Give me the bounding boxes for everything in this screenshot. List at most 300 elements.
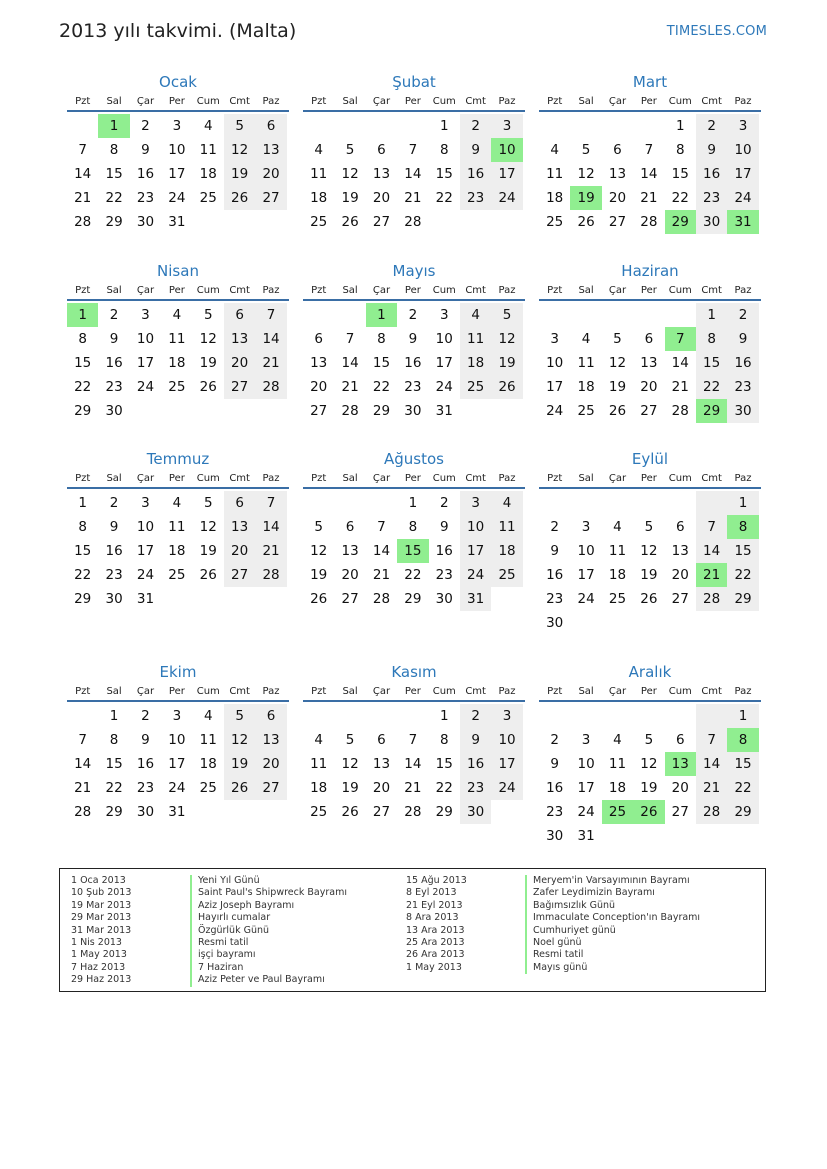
day-cell: 26 <box>491 375 522 399</box>
day-cell: 7 <box>644 142 654 158</box>
day-grid <box>539 114 761 234</box>
empty-cell <box>602 491 633 515</box>
day-cell: 18 <box>491 539 522 563</box>
empty-cell <box>602 704 633 728</box>
day-cell: 26 <box>224 776 255 800</box>
empty-cell <box>539 491 570 515</box>
day-cell: 30 <box>546 828 564 844</box>
day-cell: 6 <box>377 142 386 158</box>
day-cell: 20 <box>671 780 689 796</box>
legend-holiday-name: Resmi tatil <box>198 937 249 949</box>
day-cell: 23 <box>105 567 123 583</box>
weekday-label: Çar <box>608 686 627 697</box>
day-cell: 12 <box>341 756 359 772</box>
day-cell: 13 <box>608 166 627 182</box>
day-cell: 25 <box>310 804 328 820</box>
day-cell: 26 <box>633 800 664 824</box>
day-cell: 22 <box>105 190 123 206</box>
day-cell: 8 <box>727 515 758 539</box>
day-cell: 3 <box>141 495 150 511</box>
weekday-header <box>303 471 525 489</box>
legend-holiday-name: işçi bayramı <box>198 949 256 961</box>
weekday-label: Cum <box>668 686 692 697</box>
weekday-label: Cmt <box>701 285 722 296</box>
weekday-label: Per <box>404 686 421 697</box>
day-cell: 1 <box>78 495 87 511</box>
month-block <box>67 447 289 611</box>
day-cell: 13 <box>224 327 255 351</box>
day-cell: 17 <box>577 780 595 796</box>
day-cell: 14 <box>255 515 286 539</box>
weekday-label: Pzt <box>547 285 563 296</box>
day-cell: 18 <box>608 780 627 796</box>
day-cell: 24 <box>577 591 595 607</box>
empty-cell <box>633 303 664 327</box>
day-cell: 18 <box>168 355 186 371</box>
day-cell: 20 <box>224 351 255 375</box>
empty-cell <box>539 114 570 138</box>
day-cell: 7 <box>408 732 418 748</box>
weekday-label: Paz <box>734 96 752 107</box>
day-cell: 7 <box>696 515 727 539</box>
day-cell: 19 <box>640 780 658 796</box>
day-cell: 3 <box>439 307 449 323</box>
legend-holiday-name: Yeni Yıl Günü <box>198 875 260 886</box>
day-cell: 20 <box>372 190 391 206</box>
weekday-label: Pzt <box>311 96 327 107</box>
legend-holiday-name: Zafer Leydimizin Bayramı <box>533 887 655 899</box>
empty-cell <box>67 704 98 728</box>
empty-cell <box>696 491 727 515</box>
empty-cell <box>633 114 664 138</box>
day-grid <box>303 303 525 423</box>
empty-cell <box>633 704 664 728</box>
day-cell: 4 <box>314 732 323 748</box>
day-cell: 23 <box>105 379 123 395</box>
day-cell: 20 <box>608 190 627 206</box>
day-cell: 3 <box>172 118 182 134</box>
day-cell: 1 <box>696 303 727 327</box>
day-cell: 18 <box>546 190 564 206</box>
day-cell: 14 <box>74 166 92 182</box>
day-cell: 22 <box>74 379 92 395</box>
month-block <box>67 660 289 824</box>
weekday-label: Cmt <box>701 96 722 107</box>
weekday-label: Sal <box>106 473 122 484</box>
day-cell: 27 <box>372 804 391 820</box>
legend-date: 1 Nis 2013 <box>71 937 122 949</box>
day-cell: 6 <box>224 303 255 327</box>
weekday-label: Cum <box>432 686 456 697</box>
legend-date: 7 Haz 2013 <box>71 961 126 973</box>
day-cell: 2 <box>109 307 119 323</box>
day-cell: 5 <box>644 732 654 748</box>
legend-names-left <box>190 875 347 987</box>
empty-cell <box>665 704 696 728</box>
day-cell: 31 <box>435 403 453 419</box>
day-cell: 13 <box>372 166 391 182</box>
day-cell: 7 <box>665 327 696 351</box>
day-cell: 6 <box>224 491 255 515</box>
legend-date: 26 Ara 2013 <box>406 949 465 961</box>
day-cell: 25 <box>460 375 491 399</box>
legend-holiday-name: 7 Haziran <box>198 961 244 973</box>
day-cell: 9 <box>141 142 150 158</box>
empty-cell <box>366 491 397 515</box>
day-cell: 20 <box>341 567 359 583</box>
day-cell: 14 <box>696 539 727 563</box>
day-cell: 8 <box>109 142 119 158</box>
day-cell: 15 <box>696 351 727 375</box>
day-cell: 18 <box>199 756 217 772</box>
weekday-header <box>539 471 761 489</box>
day-cell: 14 <box>341 355 359 371</box>
day-cell: 24 <box>435 379 453 395</box>
day-cell: 30 <box>136 804 155 820</box>
day-cell: 21 <box>696 776 727 800</box>
day-cell: 5 <box>644 519 654 535</box>
day-cell: 11 <box>608 543 627 559</box>
day-cell: 2 <box>109 495 119 511</box>
page-title: 2013 yılı takvimi. (Malta) <box>59 20 297 42</box>
day-cell: 17 <box>727 162 758 186</box>
day-cell: 28 <box>74 804 92 820</box>
day-cell: 8 <box>78 519 87 535</box>
day-cell: 5 <box>345 732 355 748</box>
day-cell: 29 <box>435 804 453 820</box>
day-cell: 2 <box>141 118 150 134</box>
day-cell: 4 <box>581 331 591 347</box>
day-cell: 9 <box>109 519 119 535</box>
day-cell: 6 <box>345 519 355 535</box>
day-cell: 19 <box>341 780 359 796</box>
weekday-label: Per <box>168 285 185 296</box>
day-cell: 21 <box>404 190 422 206</box>
weekday-label: Sal <box>342 473 358 484</box>
weekday-label: Çar <box>136 473 155 484</box>
weekday-header <box>67 684 289 702</box>
day-cell: 26 <box>341 214 359 230</box>
day-cell: 11 <box>546 166 564 182</box>
weekday-label: Per <box>168 473 185 484</box>
day-cell: 15 <box>435 756 453 772</box>
empty-cell <box>570 704 601 728</box>
day-cell: 2 <box>460 704 491 728</box>
empty-cell <box>334 491 365 515</box>
day-cell: 12 <box>640 756 658 772</box>
day-cell: 25 <box>577 403 595 419</box>
weekday-header <box>539 283 761 301</box>
weekday-label: Paz <box>498 686 516 697</box>
day-cell: 10 <box>136 331 155 347</box>
weekday-label: Çar <box>136 96 155 107</box>
day-cell: 18 <box>310 780 328 796</box>
day-cell: 7 <box>696 728 727 752</box>
day-cell: 28 <box>696 800 727 824</box>
day-cell: 27 <box>341 591 359 607</box>
day-cell: 23 <box>460 776 491 800</box>
day-cell: 17 <box>546 379 564 395</box>
day-cell: 2 <box>696 114 727 138</box>
day-cell: 17 <box>577 567 595 583</box>
month-name: Temmuz <box>146 450 210 468</box>
day-cell: 13 <box>372 756 391 772</box>
day-cell: 6 <box>675 519 685 535</box>
day-cell: 4 <box>314 142 323 158</box>
day-cell: 14 <box>404 756 422 772</box>
day-cell: 13 <box>224 515 255 539</box>
month-block <box>303 259 525 423</box>
weekday-label: Cum <box>668 285 692 296</box>
day-cell: 24 <box>491 186 522 210</box>
empty-cell <box>665 491 696 515</box>
month-name: Ocak <box>159 73 197 91</box>
weekday-label: Paz <box>498 473 516 484</box>
day-cell: 10 <box>435 331 453 347</box>
month-block <box>303 70 525 234</box>
weekday-label: Per <box>640 285 657 296</box>
day-cell: 22 <box>727 563 758 587</box>
weekday-label: Sal <box>578 285 594 296</box>
legend-dates-left <box>71 875 131 987</box>
day-cell: 13 <box>341 543 359 559</box>
day-grid <box>303 704 525 824</box>
day-cell: 4 <box>550 142 559 158</box>
day-grid <box>303 491 525 611</box>
day-cell: 26 <box>224 186 255 210</box>
legend-holiday-name: Noel günü <box>533 937 582 949</box>
day-cell: 15 <box>727 539 758 563</box>
empty-cell <box>665 303 696 327</box>
day-cell: 24 <box>168 190 186 206</box>
day-cell: 24 <box>136 379 155 395</box>
day-grid <box>67 491 289 611</box>
empty-cell <box>633 491 664 515</box>
brand-link[interactable]: TIMESLES.COM <box>666 24 767 39</box>
weekday-label: Çar <box>372 285 391 296</box>
day-cell: 5 <box>224 704 255 728</box>
day-cell: 18 <box>168 543 186 559</box>
day-cell: 4 <box>613 519 622 535</box>
day-cell: 14 <box>255 327 286 351</box>
day-cell: 29 <box>727 587 758 611</box>
day-cell: 28 <box>255 563 286 587</box>
day-cell: 28 <box>404 214 422 230</box>
weekday-header <box>539 94 761 112</box>
weekday-label: Paz <box>734 473 752 484</box>
weekday-label: Çar <box>608 96 627 107</box>
day-cell: 27 <box>671 591 689 607</box>
weekday-label: Cum <box>432 285 456 296</box>
day-cell: 4 <box>460 303 491 327</box>
day-cell: 8 <box>439 142 449 158</box>
weekday-label: Çar <box>608 285 627 296</box>
weekday-label: Paz <box>262 686 280 697</box>
empty-cell <box>303 303 334 327</box>
day-cell: 2 <box>727 303 758 327</box>
month-name: Haziran <box>621 262 679 280</box>
day-cell: 31 <box>136 591 155 607</box>
day-cell: 17 <box>168 166 186 182</box>
weekday-label: Cmt <box>465 473 486 484</box>
day-cell: 18 <box>310 190 328 206</box>
day-cell: 26 <box>608 403 627 419</box>
day-cell: 30 <box>546 615 564 631</box>
weekday-label: Cum <box>196 686 220 697</box>
day-cell: 1 <box>366 303 397 327</box>
day-cell: 20 <box>255 752 286 776</box>
weekday-label: Cmt <box>229 285 250 296</box>
day-cell: 17 <box>491 162 522 186</box>
weekday-label: Per <box>404 473 421 484</box>
weekday-header <box>67 471 289 489</box>
day-cell: 19 <box>570 186 601 210</box>
weekday-label: Çar <box>372 686 391 697</box>
legend-holiday-name: Özgürlük Günü <box>198 924 270 936</box>
weekday-label: Cum <box>668 473 692 484</box>
day-cell: 4 <box>491 491 522 515</box>
day-cell: 6 <box>613 142 622 158</box>
day-cell: 1 <box>727 704 758 728</box>
day-grid <box>539 704 761 848</box>
day-cell: 29 <box>74 591 92 607</box>
day-cell: 1 <box>439 118 449 134</box>
weekday-label: Cum <box>432 473 456 484</box>
day-cell: 3 <box>460 491 491 515</box>
legend-date: 19 Mar 2013 <box>71 899 132 911</box>
day-cell: 24 <box>727 186 758 210</box>
day-cell: 21 <box>255 539 286 563</box>
day-cell: 29 <box>105 214 123 230</box>
day-cell: 8 <box>78 331 87 347</box>
weekday-label: Cmt <box>229 96 250 107</box>
day-cell: 8 <box>109 732 119 748</box>
day-cell: 25 <box>310 214 328 230</box>
day-cell: 8 <box>377 331 386 347</box>
day-cell: 16 <box>136 756 155 772</box>
weekday-label: Paz <box>734 285 752 296</box>
weekday-header <box>67 94 289 112</box>
day-cell: 22 <box>74 567 92 583</box>
day-cell: 1 <box>67 303 98 327</box>
weekday-label: Pzt <box>311 473 327 484</box>
day-cell: 3 <box>581 732 591 748</box>
day-cell: 21 <box>341 379 359 395</box>
day-cell: 29 <box>727 800 758 824</box>
legend-holiday-name: Bağımsızlık Günü <box>533 899 616 911</box>
day-cell: 19 <box>640 567 658 583</box>
day-cell: 7 <box>255 303 286 327</box>
weekday-label: Sal <box>106 285 122 296</box>
weekday-label: Sal <box>342 285 358 296</box>
day-cell: 24 <box>491 776 522 800</box>
day-cell: 4 <box>172 495 182 511</box>
weekday-label: Cmt <box>465 686 486 697</box>
day-cell: 22 <box>727 776 758 800</box>
day-cell: 25 <box>608 591 627 607</box>
day-cell: 28 <box>372 591 391 607</box>
day-cell: 19 <box>608 379 627 395</box>
day-cell: 5 <box>224 114 255 138</box>
day-cell: 10 <box>577 543 595 559</box>
day-cell: 10 <box>136 519 155 535</box>
weekday-label: Paz <box>734 686 752 697</box>
month-block <box>303 447 525 611</box>
day-cell: 1 <box>727 491 758 515</box>
month-block <box>539 447 761 635</box>
day-cell: 11 <box>577 355 595 371</box>
day-cell: 22 <box>372 379 391 395</box>
day-cell: 25 <box>199 190 217 206</box>
legend-holiday-name: Meryem'in Varsayımının Bayramı <box>533 875 690 886</box>
day-cell: 15 <box>435 166 453 182</box>
day-cell: 10 <box>168 732 186 748</box>
month-block <box>539 70 761 234</box>
month-name: Ekim <box>159 663 197 681</box>
empty-cell <box>366 114 397 138</box>
day-cell: 2 <box>439 495 449 511</box>
day-cell: 6 <box>675 732 685 748</box>
day-cell: 20 <box>310 379 328 395</box>
day-cell: 29 <box>74 403 92 419</box>
weekday-label: Sal <box>106 686 122 697</box>
day-grid <box>67 704 289 824</box>
day-cell: 14 <box>74 756 92 772</box>
day-cell: 25 <box>168 379 186 395</box>
day-cell: 30 <box>727 399 758 423</box>
month-block <box>303 660 525 824</box>
day-cell: 16 <box>404 355 422 371</box>
day-cell: 10 <box>577 756 595 772</box>
weekday-label: Cmt <box>465 96 486 107</box>
day-cell: 23 <box>136 780 155 796</box>
day-cell: 22 <box>671 190 689 206</box>
legend-holiday-name: Hayırlı cumalar <box>198 912 271 924</box>
day-cell: 8 <box>439 732 449 748</box>
day-cell: 18 <box>199 166 217 182</box>
day-cell: 17 <box>491 752 522 776</box>
empty-cell <box>696 704 727 728</box>
day-cell: 27 <box>255 186 286 210</box>
weekday-label: Cmt <box>229 686 250 697</box>
month-block <box>67 259 289 423</box>
month-name: Mart <box>632 73 668 91</box>
day-cell: 11 <box>491 515 522 539</box>
day-cell: 11 <box>199 142 217 158</box>
day-cell: 29 <box>105 804 123 820</box>
empty-cell <box>539 704 570 728</box>
day-cell: 21 <box>404 780 422 796</box>
legend-date: 29 Haz 2013 <box>71 974 132 986</box>
day-cell: 5 <box>345 142 355 158</box>
day-cell: 15 <box>372 355 391 371</box>
day-cell: 3 <box>727 114 758 138</box>
day-cell: 7 <box>255 491 286 515</box>
day-grid <box>539 491 761 635</box>
empty-cell <box>602 114 633 138</box>
legend-date: 8 Ara 2013 <box>406 912 459 924</box>
day-cell: 29 <box>404 591 422 607</box>
day-cell: 6 <box>377 732 386 748</box>
day-cell: 19 <box>310 567 328 583</box>
day-cell: 15 <box>105 166 123 182</box>
legend-date: 31 Mar 2013 <box>71 924 132 936</box>
day-cell: 19 <box>341 190 359 206</box>
empty-cell <box>303 491 334 515</box>
day-cell: 19 <box>224 752 255 776</box>
month-name: Nisan <box>157 262 199 280</box>
day-cell: 3 <box>491 704 522 728</box>
